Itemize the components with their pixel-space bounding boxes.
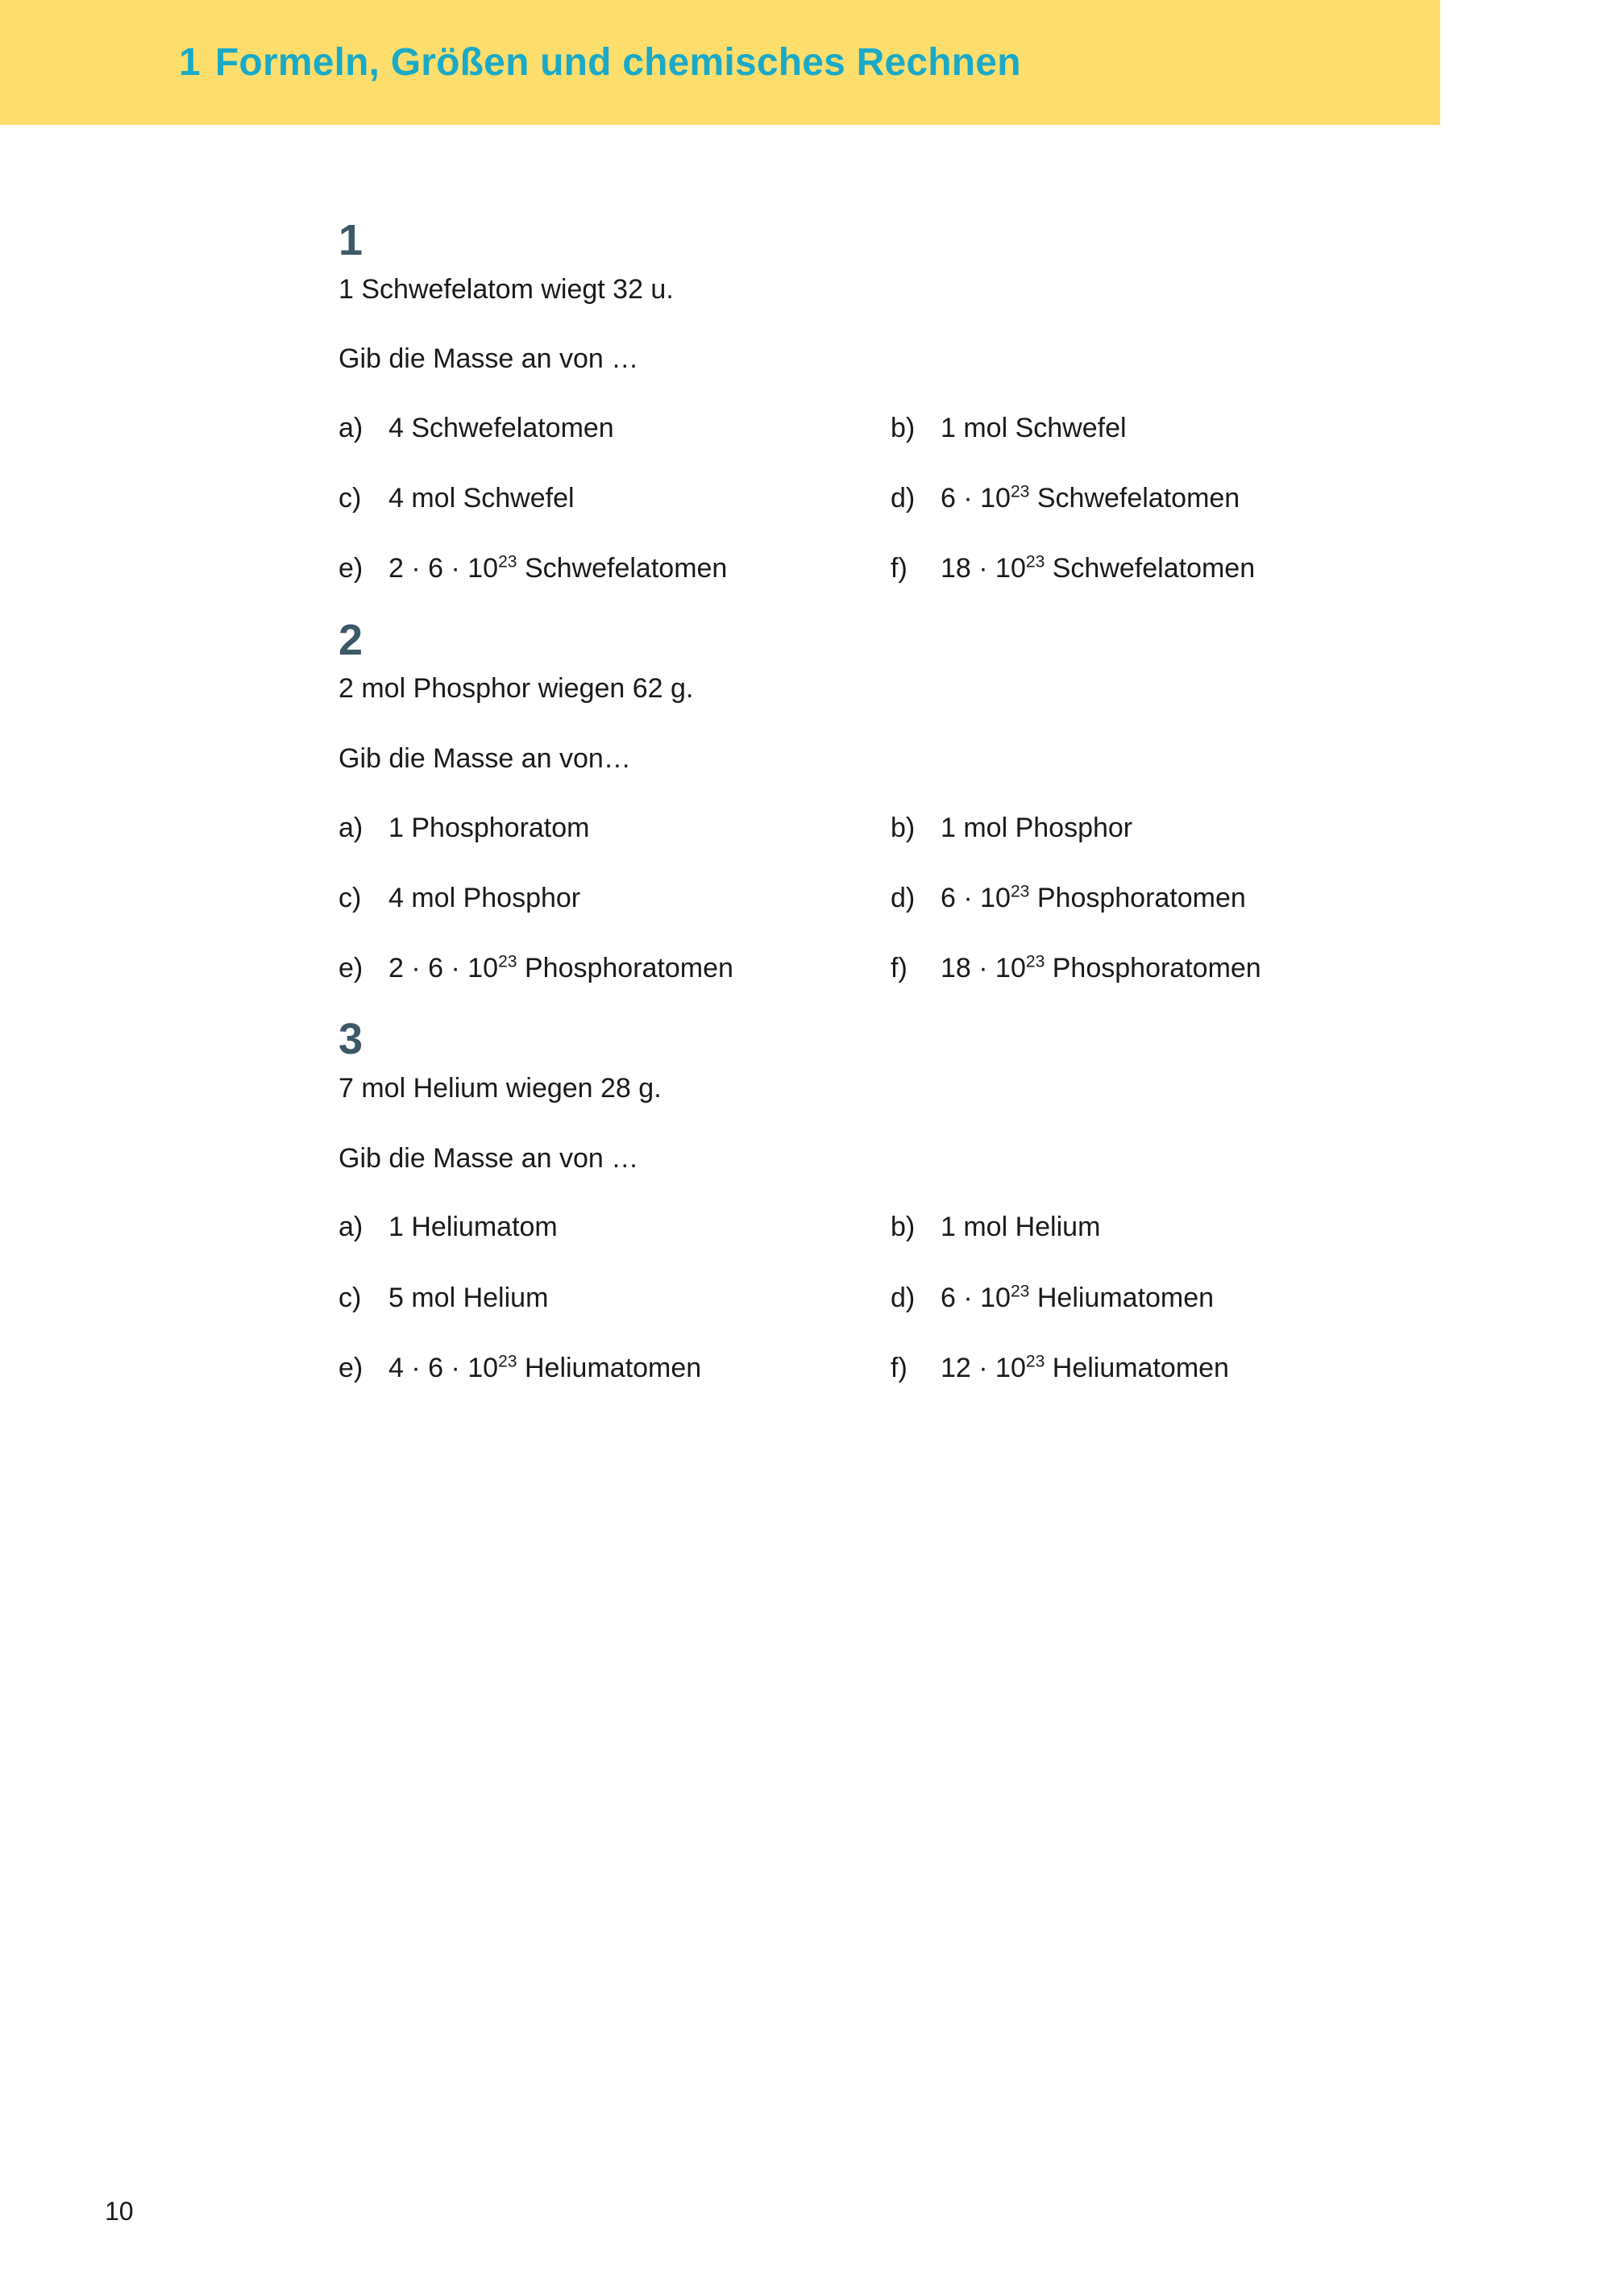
exponent: 23 (498, 1352, 517, 1371)
option-text: $6 \cdot 10^{23}$ Phosphoratomen (941, 882, 1246, 913)
option-label: d) (891, 882, 916, 913)
option-item (339, 483, 891, 514)
option-item (339, 1212, 891, 1243)
option-label: a) (339, 1212, 363, 1243)
option-item (339, 413, 891, 444)
exercise-statement: 2 mol Phosphor wiegen 62 g. (339, 673, 694, 705)
option-label: c) (339, 483, 362, 514)
option-item (339, 553, 891, 584)
exercise-options (339, 1212, 1547, 1383)
option-text: 5 mol Helium (388, 1282, 549, 1313)
option-item (891, 1212, 1547, 1243)
option-item (339, 883, 891, 914)
option-text: $18 \cdot 10^{23}$ Schwefelatomen (941, 553, 1256, 584)
option-text: 4 mol Schwefel (388, 483, 575, 514)
option-text: 1 Heliumatom (388, 1212, 558, 1243)
exercise-number: 2 (339, 615, 363, 664)
option-item (339, 953, 891, 984)
exercise-block-1 (339, 218, 1547, 585)
exercise-options (339, 413, 1547, 584)
option-label: d) (891, 1282, 916, 1313)
option-label: b) (891, 1212, 916, 1243)
exercise-number: 1 (339, 216, 363, 264)
option-item (339, 1283, 891, 1314)
exercise-block-3 (339, 1017, 1547, 1384)
exercise-statement: 7 mol Helium wiegen 28 g. (339, 1072, 662, 1104)
exercise-prompt: Gib die Masse an von … (339, 1142, 639, 1174)
option-label: f) (891, 1352, 908, 1383)
option-item (891, 813, 1547, 844)
exponent: 23 (498, 952, 517, 971)
exponent: 23 (1025, 1352, 1045, 1371)
exponent: 23 (1010, 483, 1030, 502)
page-number: 10 (105, 2197, 134, 2226)
option-label: b) (891, 413, 916, 444)
chapter-title: Formeln, Größen und chemisches Rechnen (214, 41, 1021, 84)
option-text: $2 \cdot 6 \cdot 10^{23}$ Phosphoratomen (388, 952, 733, 984)
exponent: 23 (1025, 952, 1045, 971)
exponent: 23 (1010, 1282, 1030, 1301)
option-item (339, 813, 891, 844)
option-item (891, 953, 1547, 984)
option-label: a) (339, 812, 363, 843)
exercise-block-2 (339, 617, 1547, 985)
option-label: c) (339, 882, 362, 913)
option-text: 4 mol Phosphor (388, 882, 581, 913)
chapter-heading (179, 40, 1021, 85)
option-label: c) (339, 1282, 362, 1313)
option-text: $2 \cdot 6 \cdot 10^{23}$ Schwefelatomen (388, 553, 728, 584)
exercise-number: 3 (339, 1015, 363, 1064)
option-text: $4 \cdot 6 \cdot 10^{23}$ Heliumatomen (388, 1352, 702, 1383)
option-text: 1 Phosphoratom (388, 812, 590, 843)
exercise-statement: 1 Schwefelatom wiegt 32 u. (339, 273, 674, 305)
option-label: e) (339, 1352, 363, 1383)
option-text: 1 mol Phosphor (941, 812, 1133, 843)
exponent: 23 (1010, 882, 1030, 901)
option-label: e) (339, 953, 363, 984)
option-text: 1 mol Helium (941, 1212, 1101, 1243)
option-label: d) (891, 483, 916, 514)
option-item (891, 1283, 1547, 1314)
exercise-prompt: Gib die Masse an von… (339, 743, 631, 775)
option-item (891, 553, 1547, 584)
exercise-list (339, 218, 1547, 1402)
option-item (891, 883, 1547, 914)
option-item (891, 483, 1547, 514)
option-text: $6 \cdot 10^{23}$ Heliumatomen (941, 1282, 1215, 1313)
option-item (339, 1353, 891, 1384)
chapter-number: 1 (179, 41, 201, 84)
option-text: 1 mol Schwefel (941, 413, 1127, 444)
exponent: 23 (498, 553, 517, 572)
option-label: f) (891, 553, 908, 584)
option-label: a) (339, 413, 363, 444)
option-label: f) (891, 953, 908, 984)
option-item (891, 1353, 1547, 1384)
option-text: $18 \cdot 10^{23}$ Phosphoratomen (941, 952, 1261, 984)
exponent: 23 (1025, 553, 1045, 572)
exercise-options (339, 813, 1547, 984)
chapter-header-band (0, 0, 1440, 125)
option-label: b) (891, 812, 916, 843)
option-text: $6 \cdot 10^{23}$ Schwefelatomen (941, 483, 1240, 514)
option-label: e) (339, 553, 363, 584)
option-item (891, 413, 1547, 444)
exercise-prompt: Gib die Masse an von … (339, 343, 639, 375)
option-text: 4 Schwefelatomen (388, 413, 614, 444)
option-text: $12 \cdot 10^{23}$ Heliumatomen (941, 1352, 1229, 1383)
